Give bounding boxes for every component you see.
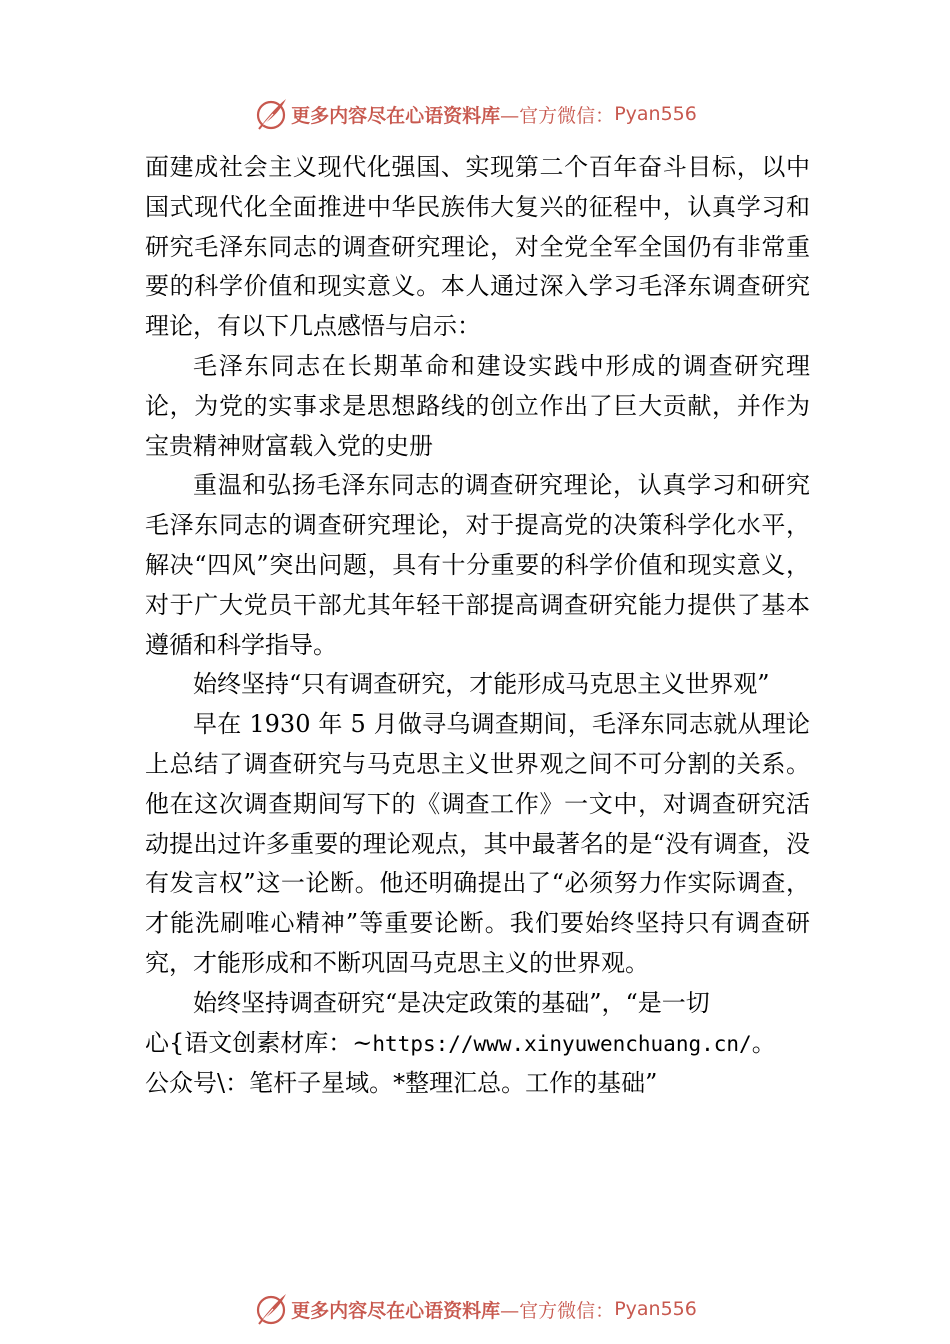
footer-banner: [0, 1289, 950, 1329]
banner-sub-text: —官方微信：: [500, 104, 615, 127]
paragraph-heading-policy-basis: 始终坚持调查研究“是决定政策的基础”，“是一切: [193, 988, 710, 1017]
paragraph-review-theory: 重温和弘扬毛泽东同志的调查研究理论，认真学习和研究毛泽东同志的调查研究理论，对于提高党的决策科学化水平，解决“四风”突出问题，具有十分重要的科学价值和现实意义，对于广大党员干部尤其年轻干部提高调查研究能力提供了基本遵循和科学指导。: [145, 471, 810, 659]
paragraph-theory-contribution: 毛泽东同志在长期革命和建设实践中形成的调查研究理论，为党的实事求是思想路线的创立作出了巨大贡献，并作为宝贵精神财富载入党的史册: [145, 351, 810, 460]
footer-sub-text: —官方微信：: [500, 1299, 615, 1322]
banner-wechat-id: Pyan556: [614, 103, 697, 125]
paragraph-xunwu-survey: 早在 1930 年 5 月做寻乌调查期间，毛泽东同志就从理论上总结了调查研究与马克思主义世界观之间不可分割的关系。他在这次调查期间写下的《调查工作》一文中，对调查研究活动提出过许多重要的理论观点，其中最著名的是“没有调查，没有发言权”这一论断。他还明确提出了“必须努力作实际调查，才能洗刷唯心精神”等重要论断。我们要始终坚持只有调查研究，才能形成和不断巩固马克思主义的世界观。: [145, 710, 810, 977]
quill-pen-icon: [253, 1291, 289, 1327]
paragraph-heading-worldview: 始终坚持“只有调查研究，才能形成马克思主义世界观”: [193, 670, 770, 699]
paragraph-intro-continuation: 面建成社会主义现代化强国、实现第二个百年奋斗目标，以中国式现代化全面推进中华民族伟大复兴的征程中，认真学习和研究毛泽东同志的调查研究理论，对全党全军全国仍有非常重要的科学价值和现实意义。本人通过深入学习毛泽东调查研究理论，有以下几点感悟与启示：: [145, 153, 810, 341]
watermark-url: https://www.xinyuwenchuang.cn/: [372, 1031, 752, 1056]
watermark-suffix: 。: [751, 1028, 776, 1057]
paragraph-watermark-line: [145, 1024, 810, 1065]
footer-wechat-id: Pyan556: [614, 1298, 697, 1320]
banner-main-text: 更多内容尽在心语资料库: [291, 104, 501, 127]
paragraph-watermark-line-2: 公众号\：笔杆子星域。*整理汇总。工作的基础”: [145, 1069, 658, 1098]
quill-pen-icon: [253, 96, 289, 132]
footer-main-text: 更多内容尽在心语资料库: [291, 1299, 501, 1322]
document-body: [145, 148, 810, 1104]
watermark-prefix: 心{语文创素材库：~: [145, 1028, 373, 1057]
header-banner: [0, 94, 950, 134]
